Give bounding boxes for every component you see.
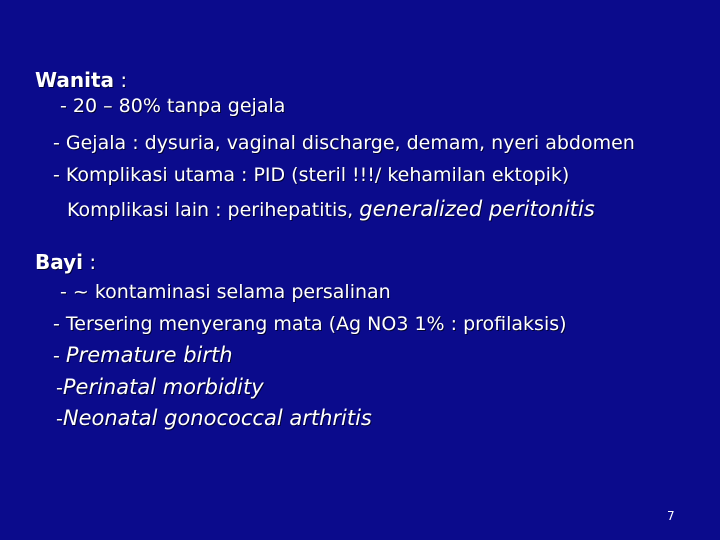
wanita-line-3: - Komplikasi utama : PID (steril !!!/ kehamilan ektopik): [53, 164, 570, 186]
komplikasi-lain-text: Komplikasi lain : perihepatitis,: [67, 199, 354, 221]
bayi-heading-label: Bayi: [35, 250, 84, 274]
page-number: 7: [667, 509, 675, 523]
wanita-heading-colon: :: [114, 68, 128, 92]
bayi-italic-item-1: [53, 345, 233, 366]
bayi-heading: [35, 252, 96, 272]
bayi-italic-dash-2: -: [56, 377, 63, 399]
bayi-italic-dash-3: -: [56, 408, 63, 430]
wanita-heading: [35, 70, 127, 90]
bayi-italic-text-2: Perinatal morbidity: [62, 375, 264, 399]
bayi-italic-item-2: [56, 377, 264, 398]
komplikasi-lain-italic: generalized peritonitis: [359, 197, 595, 221]
wanita-line-1: - 20 – 80% tanpa gejala: [60, 95, 286, 117]
wanita-line-4: [67, 199, 595, 220]
wanita-line-2: - Gejala : dysuria, vaginal discharge, demam, nyeri abdomen: [53, 132, 635, 154]
bayi-italic-dash-1: -: [53, 345, 66, 367]
bayi-line-1: - ~ kontaminasi selama persalinan: [60, 281, 391, 303]
bayi-italic-item-3: [56, 408, 372, 429]
bayi-italic-text-1: Premature birth: [65, 343, 233, 367]
bayi-italic-text-3: Neonatal gonococcal arthritis: [62, 406, 372, 430]
bayi-heading-colon: :: [83, 250, 97, 274]
bayi-line-2: - Tersering menyerang mata (Ag NO3 1% : profilaksis): [53, 313, 567, 335]
wanita-heading-label: Wanita: [35, 68, 114, 92]
